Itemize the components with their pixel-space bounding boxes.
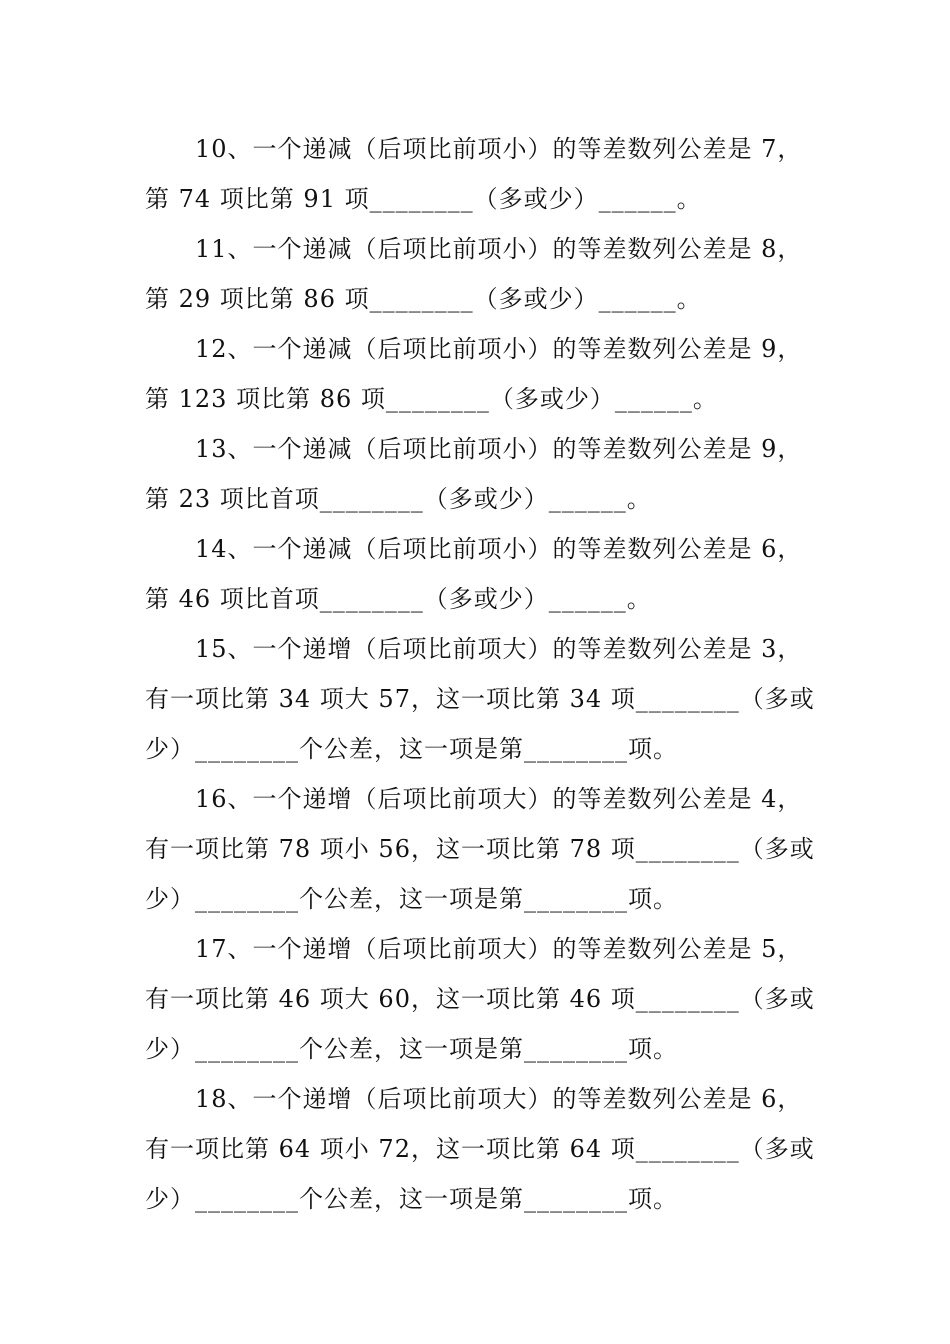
question-18-line-2: 有一项比第 64 项小 72，这一项比第 64 项________（多或 <box>145 1135 815 1163</box>
worksheet-body <box>145 124 813 1224</box>
question-16-line-1: 16、一个递增（后项比前项大）的等差数列公差是 4， <box>195 785 803 813</box>
question-18-line-3: 少）________个公差，这一项是第________项。 <box>145 1185 678 1213</box>
question-11-line-2: 第 29 项比第 86 项________（多或少）______。 <box>145 285 702 313</box>
question-18-line-1: 18、一个递增（后项比前项大）的等差数列公差是 6， <box>195 1085 803 1113</box>
question-16-line-3: 少）________个公差，这一项是第________项。 <box>145 885 678 913</box>
question-13-line-2: 第 23 项比首项________（多或少）______。 <box>145 485 652 513</box>
question-16-line-2: 有一项比第 78 项小 56，这一项比第 78 项________（多或 <box>145 835 815 863</box>
question-14-line-1: 14、一个递减（后项比前项小）的等差数列公差是 6， <box>195 535 803 563</box>
question-15-line-2: 有一项比第 34 项大 57，这一项比第 34 项________（多或 <box>145 685 815 713</box>
question-13-line-1: 13、一个递减（后项比前项小）的等差数列公差是 9， <box>195 435 803 463</box>
question-17-line-1: 17、一个递增（后项比前项大）的等差数列公差是 5， <box>195 935 803 963</box>
question-15-line-3: 少）________个公差，这一项是第________项。 <box>145 735 678 763</box>
question-12-line-1: 12、一个递减（后项比前项小）的等差数列公差是 9， <box>195 335 803 363</box>
question-14-line-2: 第 46 项比首项________（多或少）______。 <box>145 585 652 613</box>
question-12-line-2: 第 123 项比第 86 项________（多或少）______。 <box>145 385 718 413</box>
question-10-line-1: 10、一个递减（后项比前项小）的等差数列公差是 7， <box>195 135 803 163</box>
question-11-line-1: 11、一个递减（后项比前项小）的等差数列公差是 8， <box>195 235 803 263</box>
question-17-line-2: 有一项比第 46 项大 60，这一项比第 46 项________（多或 <box>145 985 815 1013</box>
question-17-line-3: 少）________个公差，这一项是第________项。 <box>145 1035 678 1063</box>
question-10-line-2: 第 74 项比第 91 项________（多或少）______。 <box>145 185 702 213</box>
question-15-line-1: 15、一个递增（后项比前项大）的等差数列公差是 3， <box>195 635 803 663</box>
